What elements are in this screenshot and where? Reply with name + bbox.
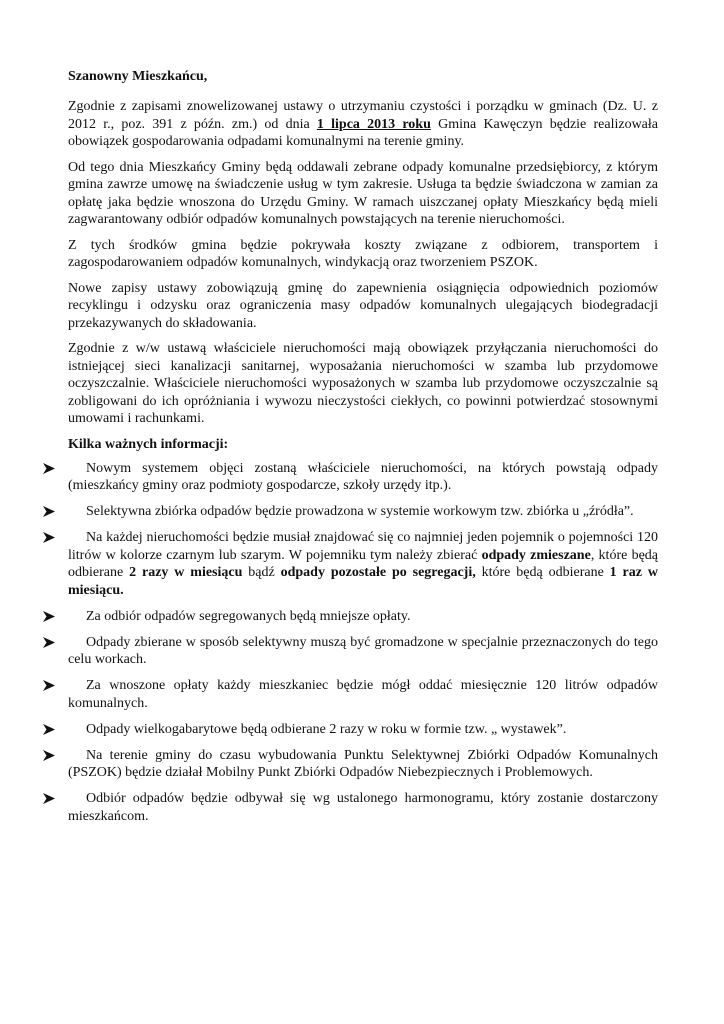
arrow-bullet-icon [42, 608, 56, 625]
list-item [68, 608, 658, 626]
list-item-text: Odpady zbierane w sposób selektywny muszą być gromadzone w specjalnie przeznaczonych do tego celu workach. [68, 634, 658, 667]
paragraph-3: Z tych środków gmina będzie pokrywała koszty związane z odbiorem, transportem i zagospodarowaniem odpadów komunalnych, windykacją oraz tworzeniem PSZOK. [68, 237, 658, 270]
paragraph-4: Nowe zapisy ustawy zobowiązują gminę do zapewnienia osiągnięcia odpowiednich poziomów recyklingu i odzysku oraz ograniczenia masy odpadów komunalnych ulegających biodegradacji przekazywanych do składowania. [68, 280, 658, 331]
list-item-text: , które będą odbierane [68, 547, 658, 580]
arrow-bullet-icon [42, 721, 56, 738]
paragraph-2: Od tego dnia Mieszkańcy Gminy będą oddawali zebrane odpady komunalne przedsiębiorcy, z którym gmina zawrze umowę na świadczenie usług w tym zakresie. Usługa ta będzie świadczona w zamian za opłatę jaka będzie wnoszona do Urzędu Gminy. W ramach uiszczanej opłaty Mieszkańcy będą mieli zagwarantowany odbiór odpadów komunalnych powstających na terenie nieruchomości. [68, 159, 658, 227]
list-item-text: Za wnoszone opłaty każdy mieszkaniec będzie mógł oddać miesięcznie 120 litrów odpadów komunalnych. [68, 678, 658, 711]
arrow-bullet-icon [42, 790, 56, 807]
list-item-text: Za odbiór odpadów segregowanych będą mniejsze opłaty. [86, 608, 411, 624]
paragraph-1 [68, 98, 658, 151]
mixed-waste-label: odpady zmieszane [481, 547, 591, 563]
arrow-bullet-icon [42, 460, 56, 477]
start-date: 1 lipca 2013 roku [316, 116, 431, 132]
list-item-text: Nowym systemem objęci zostaną właściciele nieruchomości, na których powstają odpady (mieszkańcy gminy oraz podmioty gospodarcze, szkoły urzędy itp.). [68, 460, 658, 493]
info-heading: Kilka ważnych informacji: [68, 436, 229, 452]
list-item [68, 529, 658, 599]
list-item [68, 460, 658, 495]
paragraph-1-text-b: Gmina Kawęczyn będzie realizowała obowiązek gospodarowania odpadami komunalnymi na terenie gminy. [68, 116, 658, 149]
list-item [68, 747, 658, 782]
list-item [68, 634, 658, 669]
list-item-text: Selektywna zbiórka odpadów będzie prowadzona w systemie workowym tzw. zbiórka u „źródła”. [86, 504, 634, 519]
arrow-bullet-icon [42, 503, 56, 520]
list-item-text: Na terenie gminy do czasu wybudowania Punktu Selektywnej Zbiórki Odpadów Komunalnych (PSZOK) będzie działał Mobilny Punkt Zbiórki Odpadów Niebezpiecznych i Problemowych. [68, 747, 658, 780]
arrow-bullet-icon [42, 747, 56, 764]
arrow-bullet-icon [42, 634, 56, 651]
list-item-text: Odpady wielkogabarytowe będą odbierane 2 razy w roku w formie tzw. „ wystawek”. [86, 721, 567, 737]
arrow-bullet-icon [42, 677, 56, 694]
list-item-text: bądź [242, 565, 281, 580]
paragraph-5: Zgodnie z w/w ustawą właściciele nieruchomości mają obowiązek przyłączania nieruchomości do istniejącej sieci kanalizacji sanitarnej, wyposażania nieruchomości w szamba lub przydomowe oczyszczalnie. Właściciele nieruchomości wyposażonych w szamba lub przydomowe oczyszczalnie są zobligowani do ich opróżniania i wywozu nieczystości ciekłych, co powinni potwierdzać stosownymi umowami i rachunkami. [68, 341, 658, 426]
list-item [68, 677, 658, 712]
residual-waste-label: odpady pozostałe po segregacji, [280, 565, 476, 580]
greeting: Szanowny Mieszkańcu, [68, 69, 208, 84]
info-list [68, 460, 658, 826]
frequency-twice: 2 razy w miesiącu [129, 565, 243, 580]
arrow-bullet-icon [42, 529, 56, 546]
list-item-text: Na każdej nieruchomości będzie musiał znajdować się co najmniej jeden pojemnik o pojemności 120 litrów w kolorze czarnym lub szarym. W pojemniku tym należy zbierać [68, 530, 658, 563]
frequency-once: 1 raz w miesiącu. [68, 565, 658, 598]
list-item-text: Odbiór odpadów będzie odbywał się wg ustalonego harmonogramu, który zostanie dostarczony mieszkańcom. [68, 791, 658, 824]
list-item [68, 503, 658, 521]
paragraph-1-text-a: Zgodnie z zapisami znowelizowanej ustawy o utrzymaniu czystości i porządku w gminach (Dz. U. z 2012 r., poz. 391 z późn. zm.) od dnia [68, 99, 658, 132]
list-item [68, 721, 658, 739]
list-item-text: które będą odbierane [475, 565, 610, 580]
list-item [68, 790, 658, 825]
